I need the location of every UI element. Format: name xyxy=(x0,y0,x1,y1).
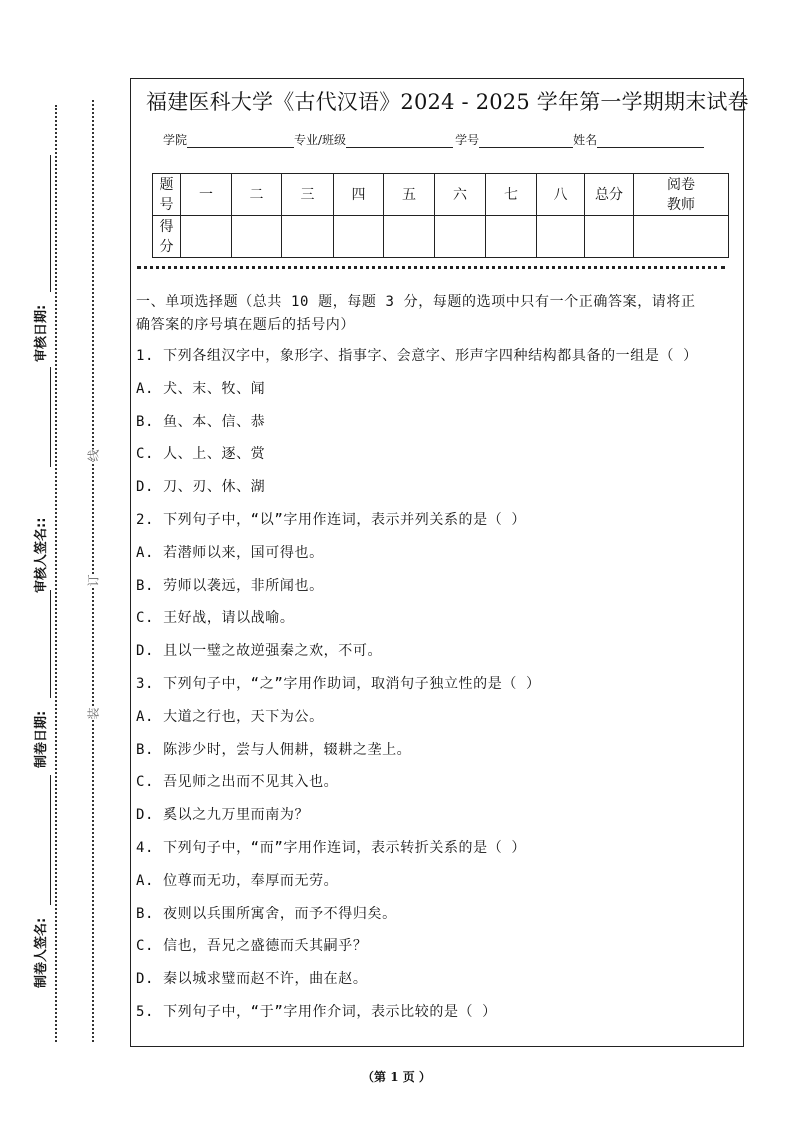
page-number: （第 1 页 ） xyxy=(362,1070,431,1084)
score-cell[interactable] xyxy=(334,216,384,258)
score-cell[interactable] xyxy=(634,216,729,258)
major-class-field[interactable] xyxy=(346,133,453,148)
preparer-signature-label: 制卷人签名: xyxy=(34,917,49,988)
answer-option: D. 且以一璧之故逆强秦之欢，不可。 xyxy=(136,643,383,660)
college-label: 学院 xyxy=(163,133,188,147)
name-field[interactable] xyxy=(597,133,704,148)
preparer-signature-field[interactable] xyxy=(50,775,51,905)
name-label: 姓名 xyxy=(573,133,598,147)
outer-dotted-binding-line xyxy=(55,105,57,1042)
answer-option: C. 吾见师之出而不见其入也。 xyxy=(136,774,339,791)
answer-option: A. 犬、末、牧、闻 xyxy=(136,380,266,397)
review-date-field[interactable] xyxy=(50,155,51,292)
preparation-date-field[interactable] xyxy=(50,590,51,698)
header-cell: 总分 xyxy=(585,174,634,216)
review-date-label: 审核日期: xyxy=(34,304,49,362)
question-stem: 3. 下列句子中，“之”字用作助词，取消句子独立性的是（ ） xyxy=(136,676,541,692)
major-class-label: 专业/班级 xyxy=(294,133,347,147)
score-row-label: 得 分 xyxy=(153,216,181,258)
header-cell: 阅卷 教师 xyxy=(634,174,729,216)
score-cell[interactable] xyxy=(435,216,486,258)
header-cell: 六 xyxy=(435,174,486,216)
inner-dotted-binding-line xyxy=(92,100,94,1042)
student-id-label: 学号 xyxy=(455,133,480,147)
score-cell[interactable] xyxy=(486,216,537,258)
answer-option: D. 秦以城求璧而赵不许，曲在赵。 xyxy=(136,971,368,988)
dotted-separator xyxy=(137,266,725,269)
student-info-line xyxy=(163,131,704,148)
answer-option: A. 大道之行也，天下为公。 xyxy=(136,708,324,725)
score-table xyxy=(152,173,729,258)
binding-mark-line: 线 xyxy=(86,449,101,462)
score-cell[interactable] xyxy=(232,216,282,258)
question-stem: 4. 下列句子中，“而”字用作连词，表示转折关系的是（ ） xyxy=(136,840,526,856)
answer-option: C. 信也，吾兄之盛德而夭其嗣乎？ xyxy=(136,938,368,955)
answer-option: D. 刀、刃、休、湖 xyxy=(136,479,266,496)
student-id-field[interactable] xyxy=(479,133,573,148)
question-stem: 2. 下列句子中，“以”字用作连词，表示并列关系的是（ ） xyxy=(136,512,526,528)
score-cell[interactable] xyxy=(181,216,232,258)
header-cell: 五 xyxy=(384,174,435,216)
header-cell: 七 xyxy=(486,174,537,216)
answer-option: C. 人、上、逐、赏 xyxy=(136,446,266,463)
header-cell: 题 号 xyxy=(153,174,181,216)
reviewer-signature-field[interactable] xyxy=(50,367,51,467)
score-cell[interactable] xyxy=(585,216,634,258)
answer-option: A. 若潜师以来，国可得也。 xyxy=(136,544,324,561)
score-row xyxy=(153,216,729,258)
header-cell: 一 xyxy=(181,174,232,216)
score-cell[interactable] xyxy=(537,216,585,258)
answer-option: B. 夜则以兵围所寓舍，而予不得归矣。 xyxy=(136,905,397,922)
section-heading: 一、单项选择题（总共 10 题，每题 3 分，每题的选项中只有一个正确答案，请将正 xyxy=(136,294,696,310)
score-table-header-row xyxy=(153,174,729,216)
header-cell: 四 xyxy=(334,174,384,216)
binding-mark-bind: 装 xyxy=(86,707,101,720)
score-cell[interactable] xyxy=(384,216,435,258)
exam-title: 福建医科大学《古代汉语》2024 - 2025 学年第一学期期末试卷 xyxy=(146,90,749,114)
answer-option: B. 劳师以袭远，非所闻也。 xyxy=(136,577,324,594)
header-cell: 八 xyxy=(537,174,585,216)
answer-option: A. 位尊而无功，奉厚而无劳。 xyxy=(136,872,339,889)
answer-option: B. 鱼、本、信、恭 xyxy=(136,413,266,430)
signature-margin xyxy=(30,105,52,1045)
answer-option: B. 陈涉少时，尝与人佣耕，辍耕之垄上。 xyxy=(136,741,412,758)
preparation-date-label: 制卷日期: xyxy=(34,710,49,768)
binding-mark-staple: 订 xyxy=(86,574,101,587)
header-cell: 二 xyxy=(232,174,282,216)
question-stem: 1. 下列各组汉字中，象形字、指事字、会意字、形声字四种结构都具备的一组是（ ） xyxy=(136,348,698,364)
question-stem: 5. 下列句子中，“于”字用作介词，表示比较的是（ ） xyxy=(136,1004,497,1020)
score-cell[interactable] xyxy=(282,216,334,258)
reviewer-signature-label: 审核人签名:: xyxy=(34,517,49,593)
answer-option: C. 王好战，请以战喻。 xyxy=(136,610,295,627)
college-field[interactable] xyxy=(187,133,294,148)
section-heading: 确答案的序号填在题后的括号内） xyxy=(136,317,355,333)
answer-option: D. 奚以之九万里而南为？ xyxy=(136,807,310,824)
header-cell: 三 xyxy=(282,174,334,216)
